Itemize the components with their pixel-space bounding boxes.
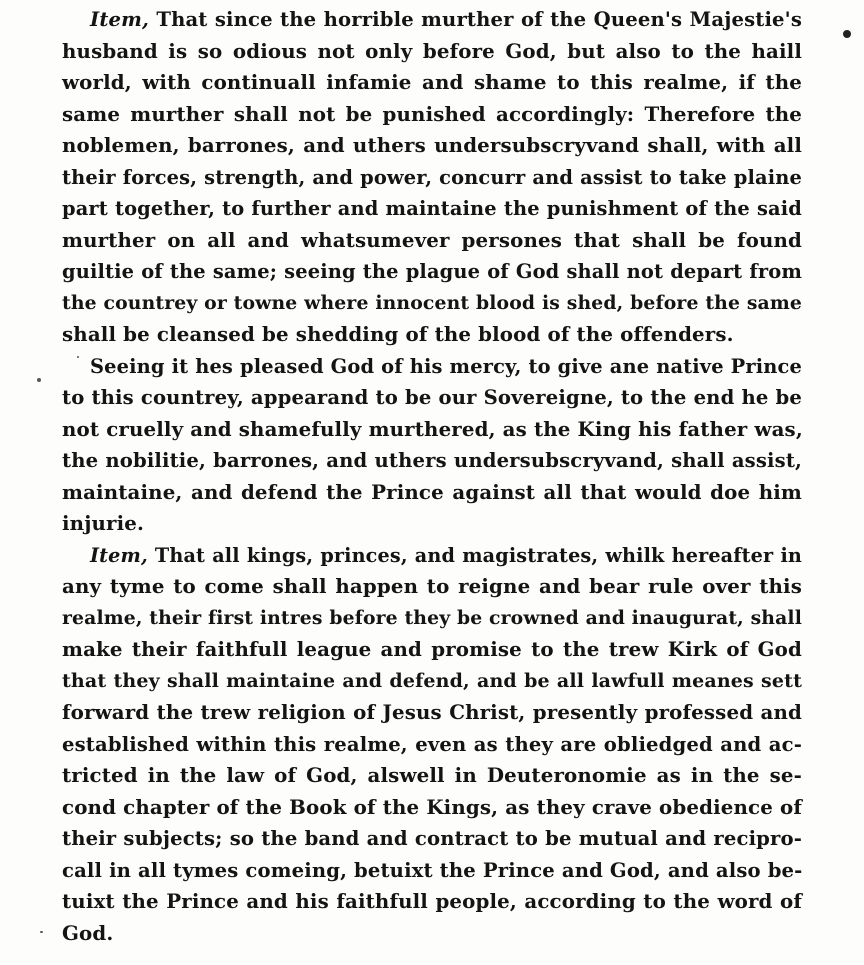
text-line: make their faithfull league and promise to the trew Kirk of God bbox=[62, 637, 802, 661]
text-line: call in all tymes comeing, betuixt the Prince and God, and also be- bbox=[62, 858, 803, 882]
text-line: Item, That since the horrible murther of the Queen's Majestie's bbox=[90, 8, 802, 31]
print-speck bbox=[40, 931, 43, 933]
print-speck bbox=[77, 356, 79, 358]
text-line: not cruelly and shamefully murthered, as the King his father was, bbox=[62, 416, 803, 441]
print-speck bbox=[37, 378, 41, 382]
item-lead: Item, bbox=[90, 8, 149, 31]
text-line: noblemen, barrones, and uthers undersubscryvand shall, with all bbox=[62, 133, 802, 157]
text-line: murther on all and whatsumever persones that shall be found bbox=[62, 227, 802, 252]
print-speck bbox=[843, 30, 851, 38]
text-line: Seeing it hes pleased God of his mercy, to give ane native Prince bbox=[90, 354, 802, 378]
text-line: world, with continuall infamie and shame to this realme, if the bbox=[62, 70, 802, 94]
text-line: to this countrey, appearand to be our Sovereigne, to the end he be bbox=[62, 386, 802, 409]
text-line: tuixt the Prince and his faithfull people, according to the word of bbox=[62, 889, 802, 913]
text-line: husband is so odious not only before God, but also to the haill bbox=[62, 38, 802, 63]
text-line: shall be cleansed be shedding of the blood of the offenders. bbox=[62, 322, 734, 346]
text-line: maintaine, and defend the Prince against all that would doe him bbox=[62, 479, 802, 504]
text-line: part together, to further and maintaine the punishment of the said bbox=[62, 197, 802, 220]
text-line: the countrey or towne where innocent blood is shed, before the same bbox=[62, 291, 802, 314]
text-line: God. bbox=[62, 920, 114, 945]
text-line: their forces, strength, and power, concurr and assist to take plaine bbox=[62, 165, 802, 189]
text-line: realme, their first intres before they be crowned and inaugurat, shall bbox=[62, 606, 802, 629]
text-line: the nobilitie, barrones, and uthers undersubscryvand, shall assist, bbox=[62, 449, 802, 472]
text-line: any tyme to come shall happen to reigne and bear rule over this bbox=[62, 574, 802, 598]
body-text bbox=[62, 4, 802, 949]
text-line: their subjects; so the band and contract to be mutual and recipro- bbox=[62, 827, 802, 850]
text-line: that they shall maintaine and defend, and be all lawfull meanes sett bbox=[62, 669, 802, 692]
text-line: injurie. bbox=[62, 511, 145, 535]
item-lead: Item, bbox=[90, 543, 148, 567]
text-line: established within this realme, even as they are obliedged and ac- bbox=[62, 732, 802, 756]
text-line: forward the trew religion of Jesus Christ, presently professed and bbox=[62, 700, 802, 724]
text-line: tricted in the law of God, alswell in Deuteronomie as in the se- bbox=[62, 763, 802, 787]
text-line: guiltie of the same; seeing the plague of God shall not depart from bbox=[62, 260, 802, 283]
text-line: cond chapter of the Book of the Kings, as they crave obedience of bbox=[62, 794, 802, 819]
text-line: Item, That all kings, princes, and magistrates, whilk hereafter in bbox=[90, 543, 802, 567]
text-line: same murther shall not be punished accordingly: Therefore the bbox=[62, 101, 802, 126]
